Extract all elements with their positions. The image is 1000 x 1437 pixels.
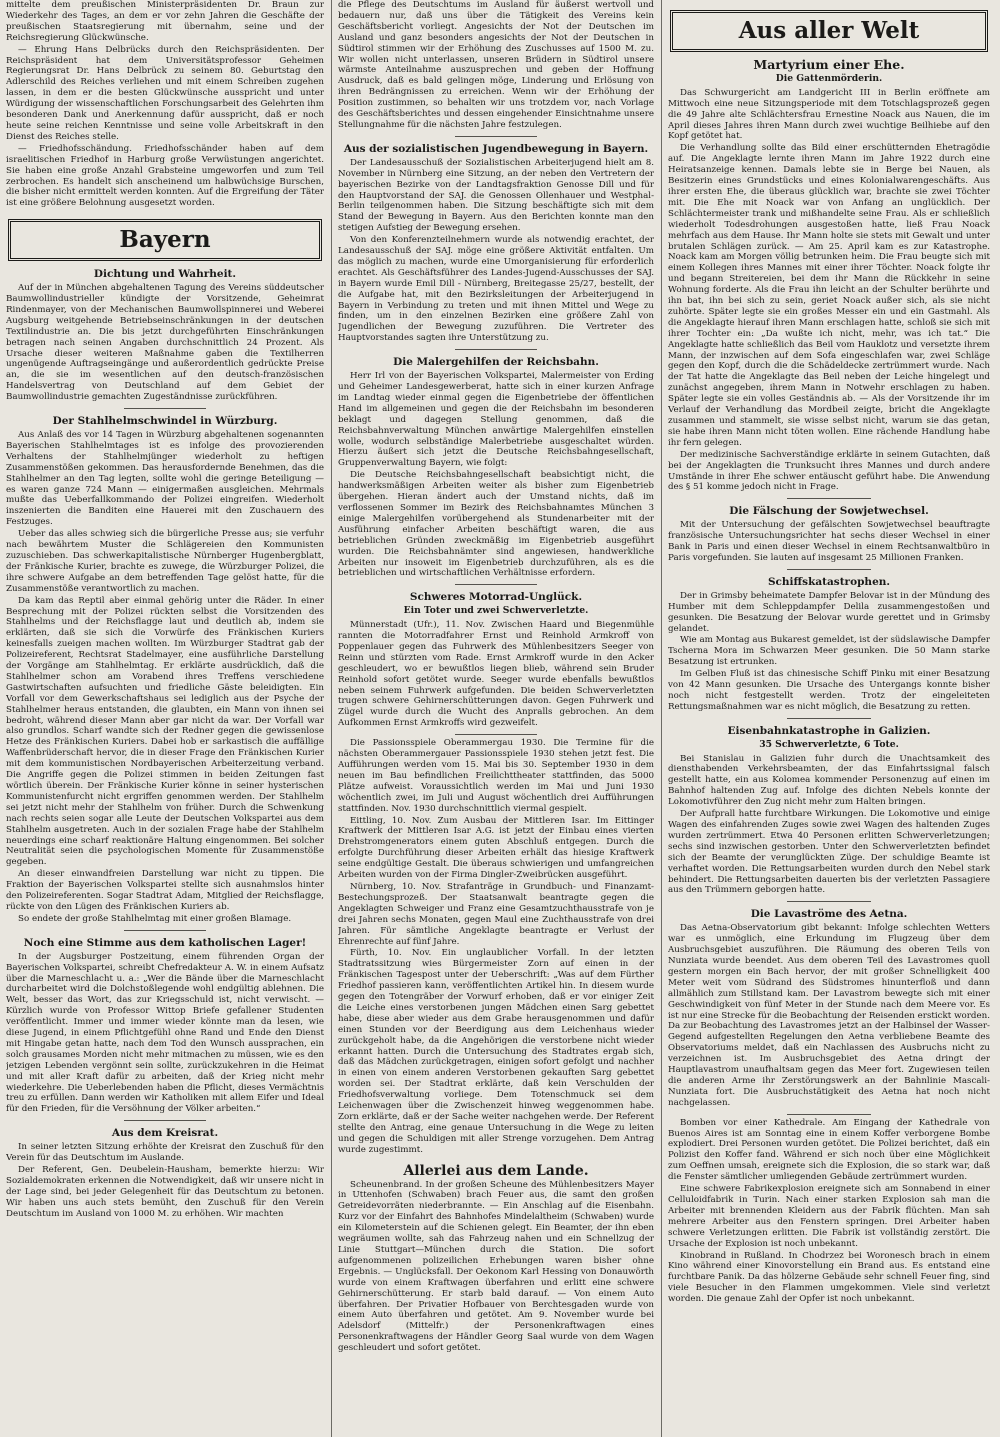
article-kathedrale: Bomben vor einer Kathedrale. Am Eingang der Kathedrale von Buenos Aires ist am Sonntag eine in einem Koffer verborgene Bombe explodiert. Drei Personen wurden getötet. Die Polizei berichtet, daß ein Polizist den Koffer fand. Während er sich noch über eine Möglichkeit zum Oeffnen umsah, ereignete sich die Explosion, die so stark war, daß die Fenster sämtlicher umliegenden Gebäude zertrümmert wurden.: [668, 1117, 990, 1183]
article-stahlhelm-3: Da kam das Reptil aber einmal gehörig unter die Räder. In einer Besprechung mit der Polizei rückten selbst die Vorsitzenden des Stahlhelms und der Reichsflagge laut und deutlich ab, indem sie erklärten, daß sie sich die Vorwürfe des Fränkischen Kuriers keinesfalls zueigen machen wollten. Im Würzburger Stadtrat gab der Polizeireferent, Rechtsrat Stadelmayer, eine ausführliche Darstellung der Vorgänge am Stahlhelmtag. Er erklärte ausdrücklich, daß die Stahlhelmer schon am Vorabend ihres Treffens verschiedene Gastwirtschaften aufsuchten und friedliche Gäste beleidigten. Ein Vorfall vor dem Gewerkschaftshaus sei lediglich aus der Psyche der Stahlhelmer heraus entstanden, die glaubten, ein Mann von ihnen sei bedroht, während dieser Mann aber gar nicht da war. Der Vorfall war also grundlos. Scharf wandte sich der Redner gegen die gewissenlose Hetze des Fränkischen Kuriers. Dabei hob er sarkastisch die auffällige Waffenbrüderschaft hervor, die in dieser Frage den Fränkischen Kurier mit dem kommunistischen Nordbayerischen Arbeiterzeitung verband. Die Angriffe gegen die Polizei stimmen in beiden Zeitungen fast wörtlich überein. Der Fränkische Kurier könne in seiner hysterischen Kommunistenfurcht nicht ergriffen genommen werden. Der Stahlhelm sei jetzt nicht mehr der Stahlhelm von früher. Durch die Schwenkung nach rechts seien sogar alle Leute der Deutschen Volkspartei aus dem Stahlhelm ausgetreten. Auch in der sozialen Frage habe der Stahlhelm neuerdings eine scharf reaktionäre Haltung eingenommen. Bei solcher Neutralität seien die psychologischen Momente für Zusammenstöße gegeben.: [6, 595, 324, 868]
column-rule-left: [331, 0, 332, 1437]
article-fuerth: Fürth, 10. Nov. Ein unglaublicher Vorfall. In der letzten Stadtratssitzung wies Bürgermeister Zorn auf einen in der Fränkischen Tagespost unter der Ueberschrift: „Was auf dem Fürther Friedhof passieren kann, veröffentlichten Artikel hin. In diesem wurde gegen den Totengräber der Vorwurf erhoben, daß er vor einiger Zeit die Leiche eines verstorbenen jungen Mädchen einen Sarg gebettet habe, diese aber wieder aus dem Grabe herausgenommen und dafür einen Stunden vor der Beerdigung aus dem Leichenhaus wieder zurückgeholt habe, da die Angehörigen die verstorbene nicht wieder erkannt hatten. Durch die Untersuchung des Stadtrates ergab sich, daß das Mädchen zurückgetragen, einigen sofort gefolgt und nachher in einen von einem anderen Verstorbenen gekauften Sarg gebettet worden sei. Der Stadtrat erklärte, daß kein Verschulden der Friedhofsverwaltung vorliege. Dem Totenschmuck sei dem Leichenwagen über die Zwischenzeit hinweg weggenommen habe. Zorn erklärte, daß er der Sache weiter nachgehen werde. Der Referent stellte den Antrag, eine genaue Untersuchung in die Wege zu leiten und gegen die Schuldigen mit aller Strenge vorzugehen. Dem Antrag wurde zugestimmt.: [338, 948, 654, 1155]
headline-motorrad: Schweres Motorrad-Unglück.: [409, 591, 583, 604]
subheadline-martyrium: Die Gattenmörderin.: [775, 72, 883, 84]
column-3: [668, 0, 990, 1437]
separator: [787, 569, 871, 570]
intro-text: mittelte dem preußischen Ministerpräsidenten Dr. Braun zur Wiederkehr des Tages, an dem er vor zehn Jahren die Geschäfte der preußischen Staatsregierung mit übernahm, seine und der Reichsregierung Glückwünsche.: [6, 0, 324, 43]
separator: [787, 1114, 871, 1115]
article-kreisrat-2: Der Referent, Gen. Deubelein-Hausham, bemerkte hierzu: Wir Sozialdemokraten erkennen die Notwendigkeit, daß wir unsere nicht in der Lage sind, bei jeder Gelegenheit für das Deutschtum zu betonen. Wir haben uns auch stets bemüht, den Zuschuß für den Verein Deutschtum im Ausland von 1000 M. zu erhöhen. Wir machten: [6, 1165, 324, 1219]
headline-dichtung: Dichtung und Wahrheit.: [93, 268, 237, 281]
column-2: [338, 0, 654, 1437]
headline-maler: Die Malergehilfen der Reichsbahn.: [393, 356, 599, 369]
subheadline-motorrad: Ein Toter und zwei Schwerverletzte.: [403, 605, 589, 617]
section-box-aus-aller-welt: Aus aller Welt: [670, 10, 988, 52]
separator: [124, 930, 207, 931]
article-friedhof: — Friedhofsschändung. Friedhofsschänder haben auf dem israelitischen Friedhof in Harburg große Verwüstungen angerichtet. Sie haben eine große Anzahl Grabsteine umgeworfen und zum Teil zerbrochen. Es handelt sich anscheinend um halbwüchsige Burschen, die bisher nicht ermittelt werden konnten. Auf die Ergreifung der Täter ist eine größere Belohnung ausgesetzt worden.: [6, 143, 324, 209]
separator: [787, 901, 871, 902]
article-maler-1: Herr Irl von der Bayerischen Volkspartei, Malermeister von Erding und Geheimer Landesgewerberat, hatte sich in einer kurzen Anfrage im Landtag wieder einmal gegen die Eigenbetriebe der öffentlichen Hand im allgemeinen und gegen die der Reichsbahn im besonderen beklagt und dagegen Stellung genommen, daß die Reichsbahnverwaltung München anwärtige Malergehilfen einstellen wolle, wodurch selbständige Malerbetriebe ausgeschaltet würden. Hierzu äußert sich jetzt die Deutsche Reichsbahngesellschaft, Gruppenverwaltung Bayern, wie folgt:: [338, 371, 654, 469]
headline-allerlei: Allerlei aus dem Lande.: [403, 1162, 589, 1179]
column-rule-right: [661, 0, 662, 1437]
article-aetna: Das Aetna-Observatorium gibt bekannt: Infolge schlechten Wetters war es unmöglich, eine Erkundung im Flugzeug über dem Ausbruchsgebiet auszuführen. Die Räumung des oberen Teils von Nunziata wurde beendet. Aus dem oberen Teil des Lavastromes quoll gestern morgen ein Bach hervor, der mit großer Schnelligkeit 400 Meter weit vom Südrand des Südstromes hinunterfloß und dann allmählich zum Stillstand kam. Der Lavastrom bewegte sich mit einer Geschwindigkeit von fünf Meter in der Stunde nach dem Meere vor. Es ist nur eine Strecke für die Beobachtung der Reisenden erstickt worden. Da zur Beobachtung des Lavastromes jetzt an der Halbinsel der Wasser-Gegend aufgestellten Regelungen den Aetna verbliebene Beamte des Observatoriums meldet, daß ein Nachlassen des Ausbruchs nicht zu verzeichnen ist. Im Ausbruchsgebiet des Aetna dringt der Hauptlavastrom unaufhaltsam gegen das Meer fort. Zugewiesen teilen die anderen Arme ihr Zerstörungswerk an der Bahnlinie Mascali-Nunziata fort. Die Ausbruchstätigkeit des Aetna hat noch nicht nachgelassen.: [668, 923, 990, 1108]
headline-galizien: Eisenbahnkatastrophe in Galizien.: [727, 724, 931, 737]
headline-lager: Noch eine Stimme aus dem katholischen Lager!: [23, 936, 307, 949]
article-schiff-1: Der in Grimsby beheimatete Dampfer Belovar ist in der Mündung des Humber mit dem Schleppdampfer Delila zusammengestoßen und gesunken. Die Besatzung der Belovar wurde gerettet und in Grimsby gelandet.: [668, 590, 990, 634]
article-martyrium-3: Der medizinische Sachverständige erklärte in seinem Gutachten, daß bei der Angeklagten die Trunksucht ihres Mannes und durch andere Umstände in ihrer Ehe schwer entäuscht geführt habe. Die Anwendung des § 51 komme jedoch nicht in Frage.: [668, 449, 990, 493]
article-stahlhelm-2: Ueber das alles schwieg sich die bürgerliche Presse aus; sie verfuhr nach bewährtem Muster die Schlägereien den Kommunisten zuzuschieben. Das schwerkapitalistische Nürnberger Hugenbergblatt, der Fränkische Kurier, brachte es zuwege, die Würzburger Polizei, die ihre schwere Aufgabe an dem betreffenden Tage gelöst hatte, für die Zusammenstöße verantwortlich zu machen.: [6, 529, 324, 594]
article-stahlhelm-5: So endete der große Stahlhelmtag mit einer großen Blamage.: [18, 913, 292, 924]
article-jugend-1: Der Landesausschuß der Sozialistischen Arbeiterjugend hielt am 8. November in Nürnberg eine Sitzung, an der neben den Vertretern der bayerischen Bezirke von der Landtagsfraktion Genosse Dill und für den Hauptvorstand der SAJ. die Genossen Ollenhauer und Westphal-Berlin teilgenommen haben. Die Sitzung beschäftigte sich mit dem Stand der Bewegung in Bayern. Aus den Berichten konnte man den stetigen Aufstieg der Bewegung ersehen.: [338, 157, 654, 234]
article-martyrium-1: Das Schwurgericht am Landgericht III in Berlin eröffnete am Mittwoch eine neue Sitzungsperiode mit dem Totschlagsprozeß gegen die 49 Jahre alte Schlächtersfrau Ernestine Noack aus Nauen, die im April dieses Jahres ihren Mann durch zwei wuchtige Beilhiebe auf den Kopf getötet hat.: [668, 87, 990, 142]
article-stahlhelm-1: Aus Anlaß des vor 14 Tagen in Würzburg abgehaltenen sogenannten Bayerischen Stahlhelmtages ist es infolge des provozierenden Verhaltens der Stahlhelmjünger wiederholt zu heftigen Zusammenstößen gekommen. Das herausfordernde Benehmen, das die Stahlhelmer an den Tag legten, sollte wohl die geringe Beteiligung — es waren ganze 724 Mann — einigermaßen ausgleichen. Mehrmals mußte das Ueberfallkommando der Polizei eingreifen. Wiederholt inszenierten die Banditen eine Hauerei mit den Zuschauern des Festzuges.: [6, 430, 324, 528]
headline-jugend: Aus der sozialistischen Jugendbewegung in Bayern.: [343, 142, 649, 155]
article-maler-2: Die Deutsche Reichsbahngesellschaft beabsichtigt nicht, die handwerksmäßigen Arbeiten weiter als bisher zum Eigenbetrieb übergehen. Hieran ändert auch der Umstand nichts, daß im verflossenen Sommer im Bezirk des Reichsbahnamtes München 3 einige Malergehilfen vorübergehend als Stundenarbeiter mit der Ausführung einfacher Arbeiten beschäftigt waren, die aus betrieblichen Gründen zweckmäßig im Eigenbetrieb ausgeführt wurden. Die Reichsbahnämter sind angewiesen, handwerkliche Arbeiten nur insoweit im Eigenbetrieb durchzuführen, als es die betrieblichen und wirtschaftlichen Verhältnisse erfordern.: [338, 470, 654, 579]
article-stahlhelm-4: An dieser einwandfreien Darstellung war nicht zu tippen. Die Fraktion der Bayerischen Volkspartei stellte sich ausnahmslos hinter den Polizeireferenten. Sogar Stadtrat Adam, Mitglied der Reichsflagge, rückte von den Lügen des Fränkischen Kuriers ab.: [6, 869, 324, 912]
article-dichtung: Auf der in München abgehaltenen Tagung des Vereins süddeutscher Baumwollindustrieller kündigte der Vorsitzende, Geheimrat Rindenmayer, von der Mechanischen Baumwollspinnerei und Weberei Augsburg weitgehende Betriebseinschränkungen in der deutschen Textilindustrie an. Die bis jetzt durchgeführten Einschränkungen betragen nach seinen Angaben durchschnittlich 24 Prozent. Als Ursache dieser weiteren Maßnahme gaben die Textilherren ungenügende Auftragseingänge und außerordentlich gedrückte Preise an, die sie im wesentlichen auf den deutsch-französischen Handelsvertrag von Deutschland auf dem Gebiet der Baumwollindustrie gemachten Zugeständnisse zurückführen.: [6, 283, 324, 403]
subheadline-galizien: 35 Schwerverletzte, 6 Tote.: [759, 738, 899, 750]
headline-kreisrat: Aus dem Kreisrat.: [111, 1127, 219, 1140]
article-sowjet: Mit der Untersuchung der gefälschten Sowjetwechsel beauftragte französische Untersuchungsrichter hat sechs dieser Wechsel in einer Bank in Paris und einen dieser Wechsel in einem Rechtsanwaltbüro in Paris vorgefunden. Sie lauten auf insgesamt 25 Millionen Franken.: [668, 520, 990, 563]
article-jugend-2: Von den Konferenzteilnehmern wurde als notwendig erachtet, der Landesausschuß der SAJ. möge eine größere Aktivität entfalten. Um das möglich zu machen, wurde eine Umorganisierung für erforderlich erachtet. Als Geschäftsführer des Landes-Jugend-Ausschusses der SAJ. in Bayern wurde Emil Dill - Nürnberg, Breitegasse 25/27, bestellt, der die Aufgabe hat, mit den Bezirksleitungen der Arbeiterjugend in Bayern in Verbindung zu treten und mit ihnen Mittel und Wege zu finden, um in den einzelnen Bezirken eine größere Zahl von Jugendlichen der Bewegung zuzuführen. Die Vertreter des Hauptvorstandes sagten ihre Unterstützung zu.: [338, 235, 654, 344]
separator: [787, 718, 871, 719]
article-nuernberg: Nürnberg, 10. Nov. Strafanträge in Grundbuch- und Finanzamt-Bestechungsprozeß. Der Staatsanwalt beantragte gegen die Angeklagten Schweiger und Franz eine Gesamtzuchthausstrafe von je drei Jahren sechs Monaten, gegen Maul eine Zuchthausstrafe von drei Jahren. Für sämtliche Angeklagte beantragte er Verlust der Ehrenrechte auf fünf Jahre.: [338, 881, 654, 947]
article-fabrik: Eine schwere Fabrikexplosion ereignete sich am Sonnabend in einer Celluloidfabrik in Turin. Nach einer starken Explosion sah man die Arbeiter mit brennenden Kleidern aus der Fabrik flüchten. Man sah mehrere Arbeiter aus den Fenstern springen. Drei Arbeiter haben schwere Verletzungen erlitten. Die Fabrik ist vollständig zerstört. Die Ursache der Explosion ist noch unbekannt.: [668, 1184, 990, 1249]
article-kino: Kinobrand in Rußland. In Chodrzez bei Woronesch brach in einem Kino während einer Kinovorstellung ein Brand aus. Es entstand eine furchtbare Panik. Da das hölzerne Gebäude sehr schnell Feuer fing, sind viele Besucher in den Flammen umgekommen. Viele sind verletzt worden. Die genaue Zahl der Opfer ist noch unbekannt.: [668, 1250, 990, 1305]
article-schiff-3: Im Gelben Fluß ist das chinesische Schiff Pinku mit einer Besatzung von 42 Mann gesunken. Die Ursache des Untergangs konnte bisher noch nicht festgestellt werden. Trotz der eingeleiteten Rettungsmaßnahmen war es nicht möglich, die Besatzung zu retten.: [668, 669, 990, 712]
separator: [455, 584, 537, 585]
separator: [455, 136, 537, 137]
article-ettling: Eittling, 10. Nov. Zum Ausbau der Mittleren Isar. Im Eittinger Kraftwerk der Mittleren Isar A.G. ist jetzt der Einbau eines vierten Drehstromgenerators einem guten Abschluß entgegen. Durch die erfolgte Durchführung dieser Arbeiten erhält das hiesige Kraftwerk seine endgültige Gestalt. Die überaus schwierigen und umfangreichen Arbeiten wurden von der Firma Dingler-Zweibrücken ausgeführt.: [338, 815, 654, 881]
article-kreisrat-1: In seiner letzten Sitzung erhöhte der Kreisrat den Zuschuß für den Verein für das Deutschtum im Auslande.: [6, 1142, 324, 1164]
headline-martyrium: Martyrium einer Ehe.: [753, 57, 905, 72]
headline-aetna: Die Lavaströme des Aetna.: [750, 908, 908, 921]
separator: [124, 408, 207, 409]
article-allerlei: Scheunenbrand. In der großen Scheune des Mühlenbesitzers Mayer in Uttenhofen (Schwaben) brach Feuer aus, die samt den großen Getreidevorräten niederbrannte. — Ein Anschlag auf die Eisenbahn. Kurz vor der Einfahrt des Bahnhofes Mindelaltheim (Schwaben) wurde ein Kilometerstein auf die Schienen gelegt. Ein Beamter, der ihn eben wegräumen wollte, sah das Fahrzeug nahen und ein Schnellzug der Linie Stuttgart—München durch die Station. Die sofort aufgenommenen polizeilichen Erhebungen waren bisher ohne Ergebnis. — Unglücksfall. Der Oekonom Karl Hessing von Donauwörth wurde von einem Kraftwagen überfahren und erlitt eine schwere Gehirnerschütterung. Er starb bald darauf. — Von einem Auto überfahren. Der Privatier Hofbauer von Berchtesgaden wurde von einem Auto überfahren und getötet. Am 9. November wurde bei Adelsdorf (Mittelfr.) der Personenkraftwagen eines Personenkraftwagens der Händler Georg Saal wurde von dem Wagen geschleudert und sofort getötet.: [338, 1179, 654, 1354]
article-galizien-2: Der Aufprall hatte furchtbare Wirkungen. Die Lokomotive und einige Wagen des einfahrenden Zuges sowie zwei Wagen des haltenden Zuges wurden zertrümmert. Etwa 40 Personen erlitten Schwerverletzungen; sechs sind inzwischen gestorben. Unter den Schwerverletzten befindet sich der Beamte der verunglückten Züge. Der schuldige Beamte ist verhaftet worden. Die Rettungsarbeiten wurden durch den Nebel stark behindert. Die Rettungsarbeiten dauerten bis der verletzten Passagiere aus den Trümmern geborgen hatte.: [668, 809, 990, 896]
column-1: [6, 0, 324, 1437]
section-box-bayern: Bayern: [8, 219, 322, 261]
separator: [124, 1120, 207, 1121]
article-galizien-1: Bei Stanislau in Galizien fuhr durch die Unachtsamkeit des diensthabenden Verkehrsbeamten, der das Einfahrtssignal falsch gestellt hatte, ein aus Kolomea kommender Personenzug auf einen im Bahnhof haltenden Zug auf. Infolge des dichten Nebels konnte der Lokomotivführer den Zug nicht mehr zum Halten bringen.: [668, 753, 990, 808]
separator: [455, 734, 537, 735]
headline-sowjet: Die Fälschung der Sowjetwechsel.: [729, 505, 929, 518]
headline-stahlhelm: Der Stahlhelmschwindel in Würzburg.: [52, 415, 278, 428]
article-martyrium-2: Die Verhandlung sollte das Bild einer erschütternden Ehetragödie auf. Die Angeklagte lernte ihren Mann im Jahre 1922 durch eine Heiratsanzeige kennen. Damals lebte sie in Berge bei Nauen, als Besitzerin eines Grundstücks und eines Kolonialwarengeschäfts. Aus ihrer ersten Ehe, die überaus glücklich war, brachte sie zwei Töchter mit. Die Ehe mit Noack war von Anfang an unglücklich. Der Schlächtermeister trank und mißhandelte seine Frau. Als er schließlich wiederholt Todesdrohungen ausgestoßen hatte, ließ Frau Noack mehrfach aus dem Hause. Ihr Mann holte sie stets mit Gewalt und unter brutalen Schlägen zurück. — Am 25. April kam es zur Katastrophe. Noack kam am Morgen völlig betrunken heim. Die Frau beugte sich mit einem Kollegen ihres Mannes mit einer ihrer Töchter. Noack folgte ihr und begann Streitereien, bei dem ihr Mann die Rückkehr in seine Wohnung forderte. Als die Frau ihn leicht an der Schulter berührte und ihn bat, ihn bei sich zu sein, geriet Noack außer sich, als sie nicht zuhörte. Später legte sie ein großes Messer ein und ein Gastmahl. Als die Angeklagte hierauf ihren Mann erschlagen hatte, schloß sie sich mit ihrer Tochter ein: „Da wußte ich nicht, mehr, was ich tat.“ Die Angeklagte hatte schließlich das Beil vom Hauklotz und versetzte ihrem Mann, der inzwischen auf dem Sofa eingeschlafen war, zwei Schläge gegen den Kopf, durch die die Schädeldecke zertrümmert wurde. Nach der Tat hatte die Angeklagte das Beil neben der Leiche hingelegt und zunächst angegeben, ihrem Mann in Notwehr erschlagen zu haben. Später legte sie ein volles Geständnis ab. — Als der Vorsitzende ihr im Verlauf der Verhandlung das Mordbeil zeigte, bricht die Angeklagte zusammen und stammelt, sie wisse selbst nicht, warum sie das getan, sie habe ihren Mann nicht töten wollen. Eine rächende Handlung habe ihr fern gelegen.: [668, 143, 990, 448]
article-motorrad: Münnerstadt (Ufr.), 11. Nov. Zwischen Haard und Biegenmühle rannten die Motorradfahrer Ernst und Reinhold Armkroff von Poppenlauer gegen das Fuhrwerk des Mühlenbesitzers Seeger von Reinn und stürzten vom Rade. Ernst Armkroff wurde in den Acker geschleudert, wo er bewußtlos liegen blieb, während sein Bruder Reinhold sofort getötet wurde. Seeger wurde ebenfalls bewußtlos neben seinem Fuhrwerk aufgefunden. Die beiden Schwerverletzten trugen schwere Gehirnerschütterungen davon. Gegen Fuhrwerk und Zügel wurde durch die Wucht des Anpralls gebrochen. An dem Aufkommen Ernst Armkroffs wird gezweifelt.: [338, 620, 654, 729]
headline-schiff: Schiffskatastrophen.: [767, 575, 891, 588]
article-delbrueck: — Ehrung Hans Delbrücks durch den Reichspräsidenten. Der Reichspräsident hat dem Universitätsprofessor Geheimen Regierungsrat Dr. Hans Delbrück zu seinem 80. Geburtstag den Adlerschild des Reiches verliehen und mit einem Schreiben zugehen lassen, in dem er die besten Glückwünsche ausspricht und unter Würdigung der wissenschaftlichen Forschungsarbeit des Gelehrten ihm besonderen Dank und Anerkennung dafür ausspricht, daß er noch heute seine reichen Kenntnisse und seine volle Arbeitskraft in den Dienst des Reiches stelle.: [6, 44, 324, 142]
article-lager: In der Augsburger Postzeitung, einem führenden Organ der Bayerischen Volkspartei, schreibt Chefredakteur A. W. in einem Aufsatz über die Marneschlacht u. a.: „Wer die Bände über die Marneschlacht durcharbeitet wird die Dolchstoßlegende wohl endgültig ablehnen. Die Welt, besser das Wort, das zur Kriegsschuld ist, nicht verwischt. — Kürzlich wurde von Professor Wittop Briefe gefallener Studenten veröffentlicht. Immer und immer wieder könnte man da lesen, wie diese Jugend, in einem Pflichtgefühl ohne Rand und Ende den Dienst mit Hingabe getan hatte, nach dem Tod den Wunsch aussprachen, ein solch grausames Morden nicht mehr mitmachen zu müssen, wie es den jetzigen Lebenden vergönnt sein sollte, zurückzukehren in die Heimat und mit aller Kraft dafür zu arbeiten, daß der Krieg nicht mehr wiederkehre. Die Ueberlebenden haben die Pflicht, dieses Vermächtnis treu zu erfüllen. Dann werden wir Katholiken mit allem Eifer und Ideal für den Frieden, für die Versöhnung der Völker arbeiten.“: [6, 951, 324, 1115]
intro-text: die Pflege des Deutschtums im Ausland für äußerst wertvoll und bedauern nur, daß uns über die Tätigkeit des Vereins kein Geschäftsbericht vorliegt. Angesichts der Not der Deutschen im Ausland und ganz besonders angesichts der Not der Deutschen in Südtirol stimmen wir der Erhöhung des Zuschusses auf 1500 M. zu. Wir wollen nicht unterlassen, unseren Brüdern in Südtirol unsere wärmste Anteilnahme auszusprechen und geben der Hoffnung Ausdruck, daß es bald gelingen möge, Linderung und Erlösung von ihren Bedrängnissen zu erreichen. Wenn wir der Erhöhung der Position zustimmen, so behalten wir uns trotzdem vor, nach Vorlage des Geschäftsberichtes und dessen eingehender Einsichtnahme unsere Stellungnahme für die nächsten Jahre festzulegen.: [338, 0, 654, 130]
article-schiff-2: Wie am Montag aus Bukarest gemeldet, ist der südslawische Dampfer Tscherna Mora im Schwarzen Meer gesunken. Die 50 Mann starke Besatzung ist ertrunken.: [668, 635, 990, 668]
separator: [455, 349, 537, 350]
article-passion: Die Passionsspiele Oberammergau 1930. Die Termine für die nächsten Oberammergauer Passionsspiele 1930 stehen jetzt fest. Die Aufführungen werden vom 15. Mai bis 30. September 1930 in dem neuen im Bau befindlichen Freilichttheater stattfinden, das 5000 Plätze aufweist. Voraussichtlich werden im Mai und Juni 1930 wöchentlich zwei, im Juli und August wöchentlich drei Aufführungen stattfinden. Nov. 1930 durchschnittlich viermal gespielt.: [338, 738, 654, 814]
separator: [787, 498, 871, 499]
